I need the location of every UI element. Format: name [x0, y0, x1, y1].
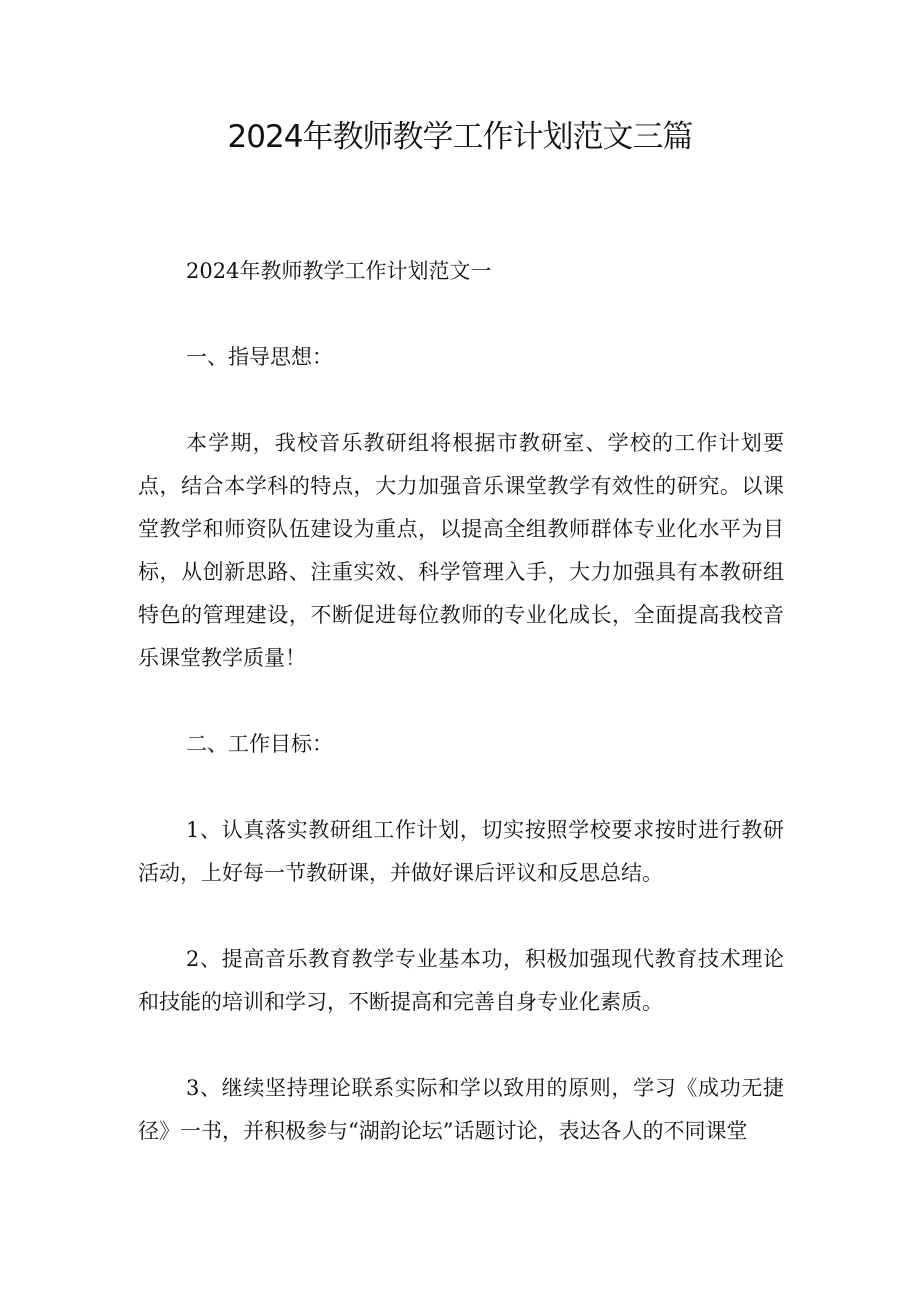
section-heading-work-goals: 二、工作目标： — [186, 732, 333, 756]
section-heading-guiding-ideology: 一、指导思想： — [186, 345, 333, 369]
paragraph-guiding-ideology: 本学期，我校音乐教研组将根据市教研室、学校的工作计划要点，结合本学科的特点，大力加强音乐课堂教学有效性的研究。以课堂教学和师资队伍建设为重点，以提高全组教师群体专业化水平为目标，从创新思路、注重实效、科学管理入手，大力加强具有本教研组特色的管理建设，不断促进每位教师的专业化成长，全面提高我校音乐课堂教学质量！ — [138, 431, 784, 670]
document-title: 2024年教师教学工作计划范文三篇 — [227, 119, 693, 155]
list-item-goal-1: 1、认真落实教研组工作计划，切实按照学校要求按时进行教研活动，上好每一节教研课，并做好课后评议和反思总结。 — [138, 818, 784, 885]
list-item-goal-2: 2、提高音乐教育教学专业基本功，积极加强现代教育技术理论和技能的培训和学习，不断提高和完善自身专业化素质。 — [138, 947, 784, 1014]
list-item-goal-3: 3、继续坚持理论联系实际和学以致用的原则，学习《成功无捷径》一书，并积极参与“湖韵论坛”话题讨论，表达各人的不同课堂 — [138, 1076, 784, 1143]
section-subtitle: 2024年教师教学工作计划范文一 — [186, 259, 492, 283]
